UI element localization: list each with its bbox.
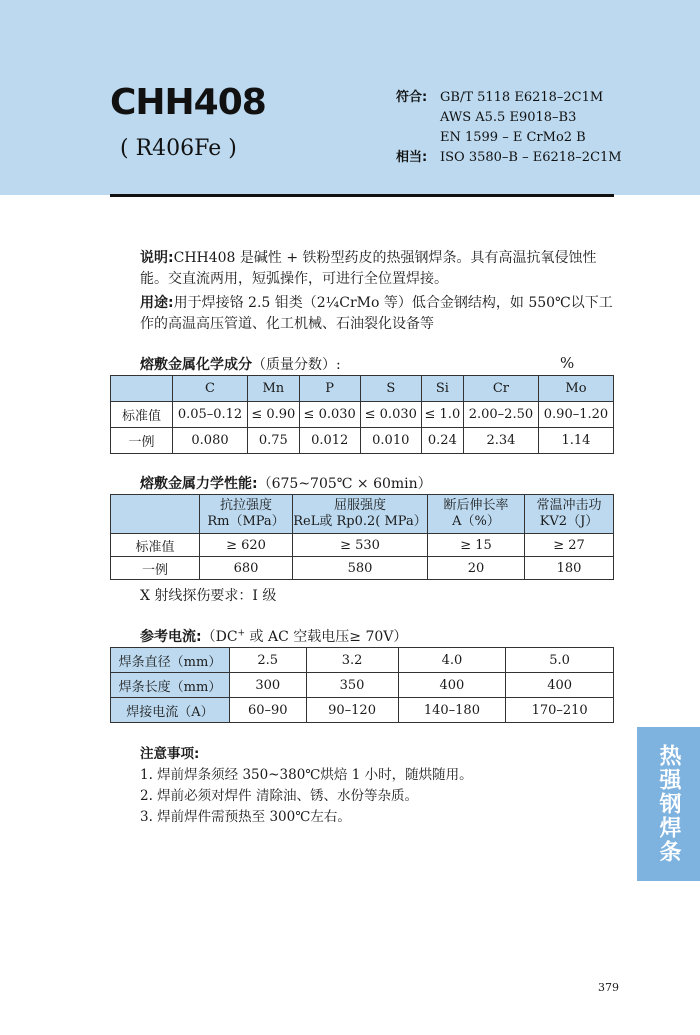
description-paragraph: [140, 248, 615, 290]
table-row: [111, 557, 614, 580]
chem-title: 熔敷金属化学成分: [140, 357, 252, 373]
standard-row: [396, 108, 622, 128]
header-line: ReL或 Rp0.2( MPa）: [293, 514, 427, 529]
table-header-cell: [111, 495, 200, 534]
description-text: CHH408 是碱性 + 铁粉型药皮的热强钢焊条。具有高温抗氧侵蚀性能。交直流两用，短弧操作，可进行全位置焊接。: [140, 250, 597, 287]
table-cell: 580: [293, 557, 428, 580]
header-line: A（%）: [452, 514, 500, 529]
table-cell: 400: [398, 673, 506, 698]
table-header-cell: Mo: [538, 376, 613, 402]
xray-note: X 射线探伤要求：I 级: [140, 588, 277, 604]
usage-text: 用于焊接铬 2.5 钼类（2¼CrMo 等）低合金钢结构，如 550℃以下工作的高温高压管道、化工机械、石油裂化设备等: [140, 295, 613, 332]
table-row: [111, 648, 614, 673]
header-line: 常温冲击功: [536, 498, 602, 513]
table-cell: 3.2: [306, 648, 398, 673]
table-cell: 一例: [111, 428, 173, 454]
header-line: Rm（MPa）: [207, 514, 285, 529]
notes-title: 注意事项:: [140, 746, 200, 762]
mech-section-title: [140, 473, 432, 493]
note-item: 1. 焊前焊条须经 350~380℃烘焙 1 小时，随烘随用。: [140, 767, 473, 783]
table-header-row: [111, 495, 614, 534]
table-cell: 0.90–1.20: [538, 402, 613, 428]
table-cell: 350: [306, 673, 398, 698]
category-side-tab-label: 热强钢焊条: [656, 744, 681, 864]
row-header-cell: 焊接电流（A）: [111, 698, 230, 723]
table-header-cell: [428, 495, 525, 534]
table-cell: ≥ 620: [200, 534, 293, 557]
note-item: 2. 焊前必须对焊件 清除油、锈、水份等杂质。: [140, 788, 418, 804]
category-side-tab: [637, 727, 700, 881]
header-line: 抗拉强度: [219, 498, 272, 513]
table-cell: 2.34: [463, 428, 538, 454]
table-cell: ≤ 0.030: [360, 402, 421, 428]
table-header-cell: C: [173, 376, 248, 402]
table-row: [111, 402, 614, 428]
table-cell: 一例: [111, 557, 200, 580]
row-header-cell: 焊条直径（mm）: [111, 648, 230, 673]
table-cell: 2.5: [230, 648, 307, 673]
standard-row: [396, 148, 622, 168]
standard-row: [396, 128, 622, 148]
mech-subtitle: （675~705℃ × 60min）: [257, 476, 432, 492]
table-cell: 0.05–0.12: [173, 402, 248, 428]
standard-value: EN 1599 – E CrMo2 B: [440, 130, 586, 145]
current-subtitle-pre: （DC: [201, 629, 238, 645]
table-header-cell: Si: [421, 376, 463, 402]
table-cell: 680: [200, 557, 293, 580]
table-cell: ≥ 15: [428, 534, 525, 557]
table-header-cell: [200, 495, 293, 534]
table-row: [111, 428, 614, 454]
table-header-cell: P: [299, 376, 360, 402]
table-cell: 5.0: [506, 648, 614, 673]
table-cell: 180: [525, 557, 614, 580]
table-cell: 300: [230, 673, 307, 698]
standard-label: 相当:: [396, 150, 428, 165]
usage-paragraph: [140, 293, 615, 335]
table-cell: ≤ 0.030: [299, 402, 360, 428]
table-header-row: [111, 376, 614, 402]
table-cell: ≤ 1.0: [421, 402, 463, 428]
standard-value: ISO 3580–B – E6218–2C1M: [440, 150, 622, 165]
current-subtitle-post: 或 AC 空载电压≥ 70V）: [245, 629, 408, 645]
table-cell: 标准值: [111, 534, 200, 557]
table-header-cell: Mn: [248, 376, 300, 402]
table-row: [111, 673, 614, 698]
table-cell: 0.012: [299, 428, 360, 454]
table-cell: 20: [428, 557, 525, 580]
product-code: CHH408: [110, 82, 266, 123]
standard-value: AWS A5.5 E9018–B3: [440, 110, 577, 125]
table-cell: ≥ 27: [525, 534, 614, 557]
header-line: 屈服强度: [333, 498, 386, 513]
notes-block: [140, 744, 473, 828]
table-row: [111, 698, 614, 723]
table-cell: 0.010: [360, 428, 421, 454]
table-cell: 2.00–2.50: [463, 402, 538, 428]
header-line: KV2（J）: [539, 514, 599, 529]
header-rule: [110, 194, 614, 197]
table-cell: 140–180: [398, 698, 506, 723]
table-cell: 60–90: [230, 698, 307, 723]
mech-title: 熔敷金属力学性能:: [140, 476, 258, 492]
table-header-cell: [111, 376, 173, 402]
row-header-cell: 焊条长度（mm）: [111, 673, 230, 698]
chem-section-title: [140, 354, 341, 374]
table-cell: 标准值: [111, 402, 173, 428]
standard-label: 符合:: [396, 90, 428, 105]
table-header-cell: S: [360, 376, 421, 402]
product-alias: ( R406Fe ): [120, 136, 237, 161]
standards-block: [396, 88, 622, 168]
table-cell: ≥ 530: [293, 534, 428, 557]
note-item: 3. 焊前焊件需预热至 300℃左右。: [140, 809, 351, 825]
table-cell: 170–210: [506, 698, 614, 723]
table-cell: 400: [506, 673, 614, 698]
table-cell: 0.24: [421, 428, 463, 454]
table-cell: 90–120: [306, 698, 398, 723]
table-header-cell: [525, 495, 614, 534]
chem-table: [110, 375, 614, 454]
table-row: [111, 534, 614, 557]
description-label: 说明:: [140, 250, 174, 266]
current-subtitle-sup: +: [237, 628, 246, 639]
usage-label: 用途:: [140, 295, 174, 311]
table-cell: 4.0: [398, 648, 506, 673]
current-section-title: [140, 626, 407, 646]
table-cell: 1.14: [538, 428, 613, 454]
table-cell: 0.080: [173, 428, 248, 454]
mech-table: [110, 494, 614, 580]
table-cell: ≤ 0.90: [248, 402, 300, 428]
table-cell: 0.75: [248, 428, 300, 454]
standard-row: [396, 88, 622, 108]
header-line: 断后伸长率: [443, 498, 509, 513]
current-title: 参考电流:: [140, 629, 202, 645]
page-number: 379: [598, 981, 619, 994]
chem-subtitle: （质量分数）:: [252, 357, 341, 373]
current-table: [110, 647, 614, 723]
chem-unit: %: [560, 354, 575, 372]
table-header-cell: [293, 495, 428, 534]
standard-value: GB/T 5118 E6218–2C1M: [440, 90, 604, 105]
table-header-cell: Cr: [463, 376, 538, 402]
